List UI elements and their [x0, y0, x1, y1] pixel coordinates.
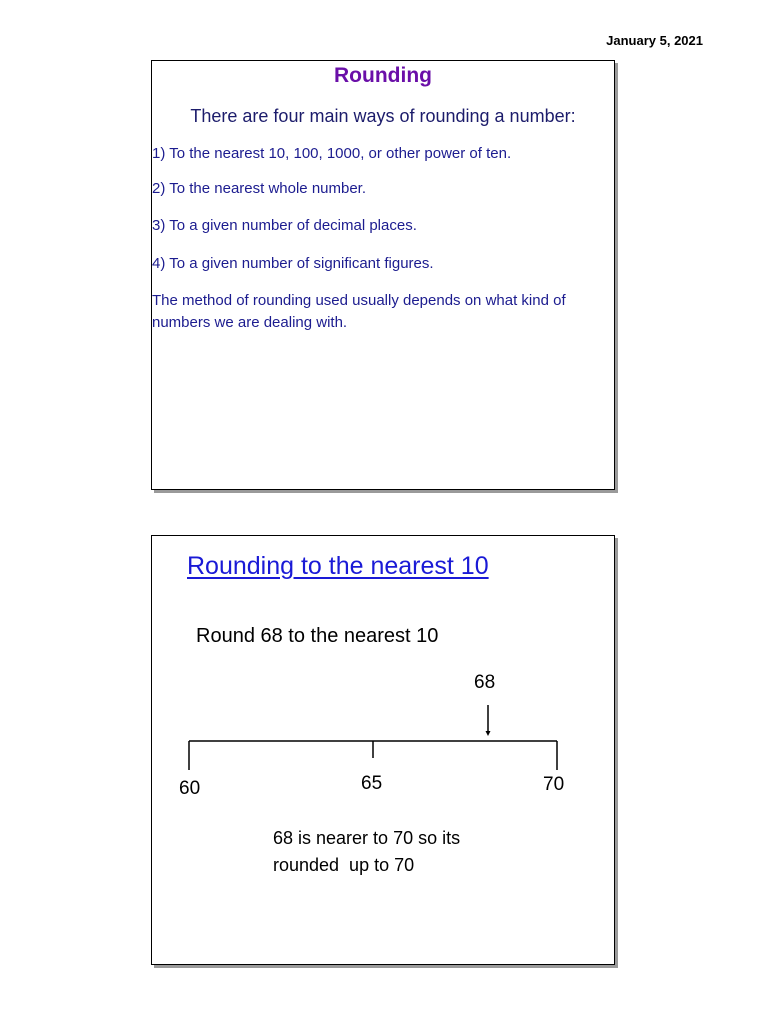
target-number-label: 68 [474, 672, 496, 693]
tick-label-70: 70 [543, 774, 565, 795]
slide-note: The method of rounding used usually depends on what kind of numbers we are dealing with. [152, 292, 566, 331]
question-text: Round 68 to the nearest 10 [196, 625, 439, 647]
explanation-line: 68 is nearer to 70 so its [273, 828, 461, 848]
slide-nearest-ten [151, 535, 615, 965]
list-item: 4) To a given number of significant figures. [152, 255, 434, 272]
slide-intro: There are four main ways of rounding a number: [190, 106, 576, 126]
page-date: January 5, 2021 [606, 33, 703, 48]
explanation-line: rounded up to 70 [273, 855, 415, 875]
pointer-arrowhead [486, 731, 491, 736]
explanation-text [273, 825, 533, 879]
list-item: 3) To a given number of decimal places. [152, 217, 417, 234]
slide-title: Rounding [334, 64, 432, 87]
list-item: 2) To the nearest whole number. [152, 180, 367, 197]
tick-label-65: 65 [361, 773, 383, 794]
slide-title: Rounding to the nearest 10 [187, 552, 489, 580]
slide-rounding-overview [151, 60, 615, 490]
tick-label-60: 60 [179, 778, 201, 799]
list-item: 1) To the nearest 10, 100, 1000, or other power of ten. [152, 145, 512, 162]
number-line-diagram [152, 536, 614, 964]
